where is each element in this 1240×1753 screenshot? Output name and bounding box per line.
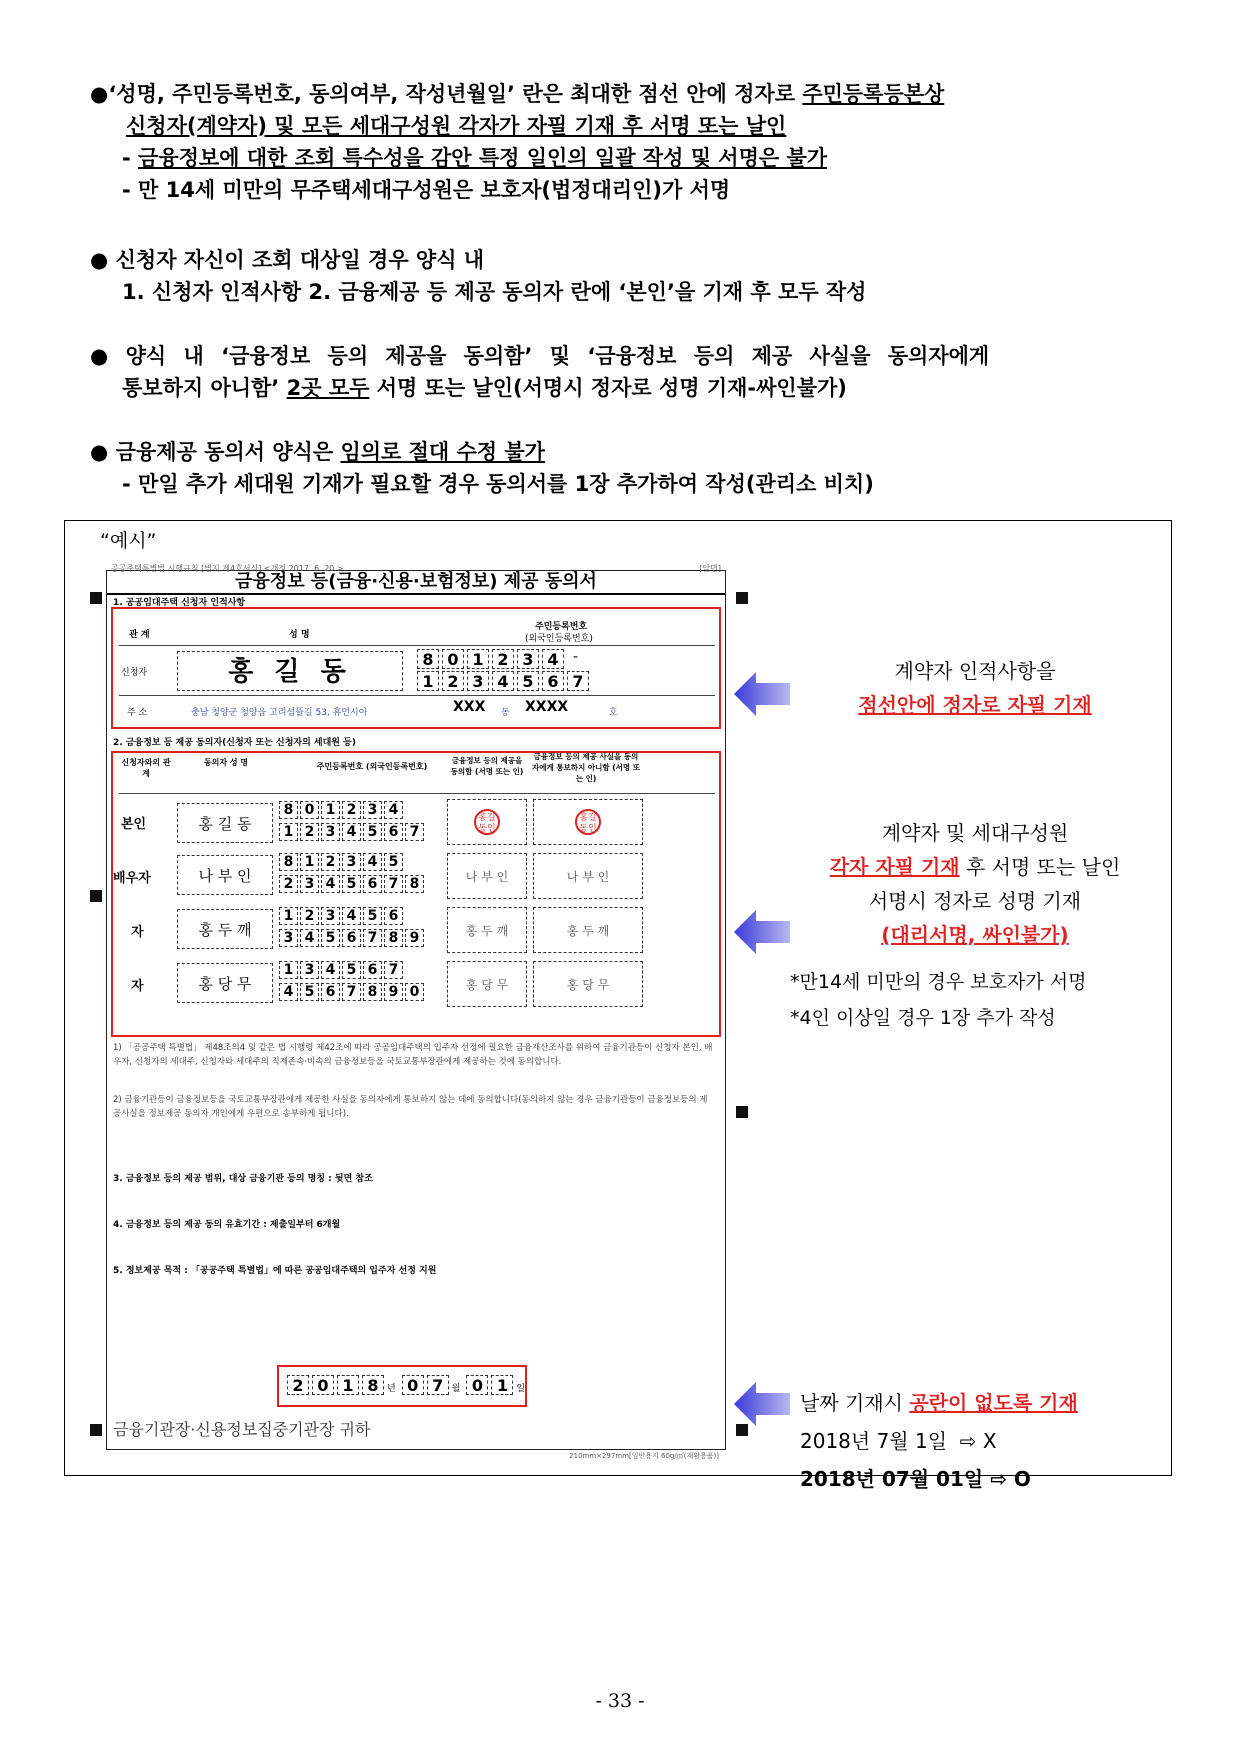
digit-cell: 9: [384, 983, 403, 1001]
digit-cell: 8: [362, 1375, 384, 1395]
annotation-text: 계약자 및 세대구성원: [881, 821, 1069, 845]
example-label: “예시”: [100, 530, 157, 552]
digit-cell: 7: [342, 983, 361, 1001]
annotation-text: 날짜 기재시: [800, 1391, 910, 1415]
seal-stamp-icon: 홍길 동인: [575, 809, 601, 835]
digit-cell: 6: [363, 875, 382, 893]
instruction-block-3: [90, 340, 1190, 404]
divider: [119, 645, 715, 646]
annotation-text: 계약자 인적사항을: [894, 659, 1056, 683]
section-5: 5. 정보제공 목적 : 「공공주택 특별법」에 따른 공공임대주택의 입주자 선정 지원: [113, 1266, 437, 1276]
digit-cell: 3: [342, 853, 361, 871]
digit-cell: 7: [567, 671, 589, 691]
consent-form: [106, 564, 726, 1460]
digit-cell: 3: [467, 671, 489, 691]
instruction-underline: 신청자(계약자) 및 모든 세대구성원 각자가 자필 기재 후 서명 또는 날인: [126, 114, 787, 138]
registration-mark: [90, 592, 102, 604]
digit-cell: 2: [287, 1375, 309, 1395]
page-number: - 33 -: [595, 1690, 645, 1712]
digit-cell: 6: [384, 907, 403, 925]
digit-cell: 1: [279, 907, 298, 925]
row-relation: 본인: [121, 817, 147, 832]
digit-cell: 7: [384, 961, 403, 979]
digit-cell: 2: [279, 875, 298, 893]
annotation-note: *만14세 미만의 경우 보호자가 서명: [790, 971, 1087, 993]
addr-ho-suffix: 호: [609, 708, 618, 718]
digit-cell: 2: [492, 649, 514, 669]
instruction-text: 양식 내 ‘금융정보 등의 제공을 동의함’ 및 ‘금융정보 등의 제공 사실을 동의자에게: [125, 344, 990, 368]
instruction-underline: 주민등록등본상: [802, 82, 945, 106]
digit-cell: 1: [417, 671, 439, 691]
divider: [119, 695, 715, 696]
digit-cell: 0: [402, 1375, 424, 1395]
s2-col-id: 주민등록번호 (외국인등록번호): [316, 762, 428, 771]
instruction-block-2: [90, 244, 1190, 308]
digit-cell: 8: [279, 801, 298, 819]
agree-signature-box: [447, 799, 527, 845]
annotation-applicant: [800, 654, 1150, 722]
digit-cell: 9: [405, 929, 424, 947]
digit-cell: 0: [405, 983, 424, 1001]
annotation-text: 서명시 정자로 성명 기재: [868, 889, 1082, 913]
digit-cell: 8: [363, 983, 382, 1001]
annotation-members: [780, 816, 1170, 952]
row-relation: 배우자: [113, 871, 151, 886]
form-title: 금융정보 등(금융·신용·보험정보) 제공 동의서: [107, 571, 725, 595]
instruction-block-1: [90, 78, 1190, 206]
digit-cell: 2: [342, 801, 361, 819]
digit-cell: 7: [363, 929, 382, 947]
digit-cell: 8: [384, 929, 403, 947]
applicant-id-front: [417, 649, 567, 669]
digit-cell: 3: [321, 907, 340, 925]
row-id-back: [279, 823, 426, 841]
row-id-back: [279, 983, 426, 1001]
digit-cell: 7: [384, 875, 403, 893]
digit-cell: 3: [300, 961, 319, 979]
digit-cell: 5: [517, 671, 539, 691]
instruction-block-4: [90, 436, 1190, 500]
instruction-text: 서명 또는 날인(서명시 정자로 성명 기재-싸인불가): [369, 376, 847, 400]
digit-cell: 7: [405, 823, 424, 841]
form-header-right: [앞면]: [699, 564, 721, 573]
digit-cell: 6: [363, 961, 382, 979]
notify-signature-box: 홍 두 깨: [533, 907, 643, 953]
instruction-text: -: [122, 146, 139, 170]
annotation-highlight: 공란이 없도록 기재: [909, 1391, 1078, 1415]
right-date-example: 2018년 07월 01일: [800, 1467, 984, 1491]
digit-cell: 5: [342, 875, 361, 893]
instruction-underline: 2곳 모두: [286, 376, 370, 400]
digit-cell: 4: [384, 801, 403, 819]
s1-col-id2: (외국인등록번호): [525, 634, 593, 644]
wrong-mark: ⇨ X: [959, 1429, 997, 1453]
section-4: 4. 금융정보 등의 제공 동의 유효기간 : 제출일부터 6개월: [113, 1220, 341, 1230]
annotation-notes: [790, 964, 1086, 1036]
section-2-heading: 2. 금융정보 등 제공 동의자(신청자 또는 신청자의 세대원 등): [113, 738, 356, 748]
digit-cell: 1: [300, 853, 319, 871]
digit-cell: 1: [491, 1375, 513, 1395]
digit-cell: 4: [321, 961, 340, 979]
s2-col-rel: 신청자와의 관 계: [121, 758, 171, 778]
digit-cell: 0: [442, 649, 464, 669]
digit-cell: 6: [542, 671, 564, 691]
digit-cell: 5: [363, 823, 382, 841]
s1-row-label: 신청자: [121, 668, 148, 678]
digit-cell: 5: [363, 907, 382, 925]
bullet-icon: ●: [90, 82, 109, 106]
digit-cell: 4: [363, 853, 382, 871]
arrow-left-icon: [734, 1382, 790, 1426]
row-name: 홍 두 깨: [177, 909, 273, 949]
agree-signature-box: 나 부 인: [447, 853, 527, 899]
note-2: 2) 금융기관등이 금융정보등을 국토교통부장관에게 제공한 사실을 동의자에게 통보하지 않는 데에 동의합니다(동의하지 않는 경우 금융기관등이 금융정보등의 제공사실을 정보제공 동의자 개인에게 우편으로 송부하게 됩니다).: [113, 1095, 708, 1119]
digit-cell: 4: [342, 907, 361, 925]
instruction-underline: 금융정보에 대한 조회 특수성을 감안 특정 일인의 일괄 작성 및 서명은 불가: [138, 146, 828, 170]
digit-cell: 8: [417, 649, 439, 669]
annotation-highlight: (대리서명, 싸인불가): [881, 923, 1069, 947]
digit-cell: 5: [321, 929, 340, 947]
digit-cell: 5: [384, 853, 403, 871]
digit-cell: 4: [279, 983, 298, 1001]
annotation-highlight: 점선안에 정자로 자필 기재: [858, 693, 1092, 717]
date-field: [287, 1375, 525, 1395]
row-id-front: [279, 801, 405, 819]
digit-cell: 4: [321, 875, 340, 893]
seal-stamp-icon: 홍길 동인: [474, 809, 500, 835]
s1-col-name: 성 명: [289, 630, 310, 640]
annotation-highlight: 각자 자필 기재: [829, 855, 960, 879]
notify-signature-box: 나 부 인: [533, 853, 643, 899]
digit-cell: 3: [363, 801, 382, 819]
form-header-left: 공공주택특별법 시행규칙 [별지 제4호서식] <개정 2017. 6. 20.>: [111, 564, 344, 573]
address: 충남 청양군 청양읍 고리섬뜰길 53, 휴먼시아: [191, 708, 368, 718]
divider: [119, 793, 715, 794]
s2-col-notify: 금융정보 등의 제공 사실을 동의자에게 통보하지 아니함 (서명 또는 인): [531, 752, 641, 783]
digit-cell: 2: [321, 853, 340, 871]
wrong-date-example: 2018년 7월 1일: [800, 1429, 948, 1453]
s2-col-agree: 금융정보 등의 제공을 동의함 (서명 또는 인): [450, 756, 524, 776]
digit-cell: 4: [542, 649, 564, 669]
digit-cell: 6: [342, 929, 361, 947]
addr-dong: XXX: [453, 699, 486, 715]
digit-cell: 3: [300, 875, 319, 893]
digit-cell: 4: [300, 929, 319, 947]
row-id-front: [279, 961, 405, 979]
id-dash: -: [573, 649, 579, 665]
digit-cell: 8: [279, 853, 298, 871]
annotation-note: *4인 이상일 경우 1장 추가 작성: [790, 1007, 1056, 1029]
day-suffix: 일: [516, 1384, 526, 1394]
digit-cell: 3: [279, 929, 298, 947]
digit-cell: 0: [466, 1375, 488, 1395]
digit-cell: 1: [467, 649, 489, 669]
s1-col-id: 주민등록번호: [535, 622, 588, 632]
digit-cell: 3: [321, 823, 340, 841]
year-suffix: 년: [387, 1384, 396, 1394]
applicant-id-back: [417, 671, 592, 691]
annotation-text: 후 서명 또는 날인: [959, 855, 1121, 879]
s2-col-name: 동의자 성 명: [203, 758, 249, 767]
addr-dong-suffix: 동: [501, 708, 510, 718]
s1-col-rel: 관 계: [129, 630, 150, 640]
digit-cell: 2: [442, 671, 464, 691]
registration-mark: [90, 1424, 102, 1436]
digit-cell: 8: [405, 875, 424, 893]
registration-mark: [90, 890, 102, 902]
row-id-front: [279, 853, 405, 871]
row-name: 홍 길 동: [177, 803, 273, 843]
digit-cell: 5: [342, 961, 361, 979]
row-id-back: [279, 875, 426, 893]
instruction-text: ‘성명, 주민등록번호, 동의여부, 작성년월일’ 란은 최대한 점선 안에 정자로: [108, 82, 803, 106]
instruction-underline: 임의로 절대 수정 불가: [340, 440, 545, 464]
row-name: 나 부 인: [177, 855, 273, 895]
digit-cell: 0: [312, 1375, 334, 1395]
row-id-front: [279, 907, 405, 925]
digit-cell: 2: [300, 907, 319, 925]
digit-cell: 7: [427, 1375, 449, 1395]
notify-signature-box: 홍 당 무: [533, 961, 643, 1007]
digit-cell: 1: [279, 961, 298, 979]
arrow-left-icon: [734, 672, 790, 716]
row-id-back: [279, 929, 426, 947]
digit-cell: 3: [517, 649, 539, 669]
digit-cell: 6: [384, 823, 403, 841]
digit-cell: 1: [279, 823, 298, 841]
instruction-text: 1. 신청자 인적사항 2. 금융제공 등 제공 동의자 란에 ‘본인’을 기재 후 모두 작성: [122, 280, 867, 304]
instruction-text: 통보하지 아니함’: [122, 376, 287, 400]
digit-cell: 1: [321, 801, 340, 819]
bullet-icon: ●: [90, 248, 109, 272]
addressee: 금융기관장·신용정보집중기관장 귀하: [113, 1420, 371, 1439]
digit-cell: 4: [492, 671, 514, 691]
instruction-text: 신청자 자신이 조회 대상일 경우 양식 내: [115, 248, 485, 272]
annotation-date: [800, 1384, 1078, 1498]
row-relation: 자: [131, 979, 144, 994]
form-footer: 210mm×297mm[일반용지 60g/㎡(재활용품)]: [569, 1452, 719, 1460]
right-mark: ⇨ O: [990, 1467, 1031, 1491]
registration-mark: [736, 592, 748, 604]
digit-cell: 2: [300, 823, 319, 841]
registration-mark: [736, 1106, 748, 1118]
addr-ho: XXXX: [525, 699, 569, 715]
digit-cell: 4: [342, 823, 361, 841]
agree-signature-box: 홍 두 깨: [447, 907, 527, 953]
digit-cell: 5: [300, 983, 319, 1001]
addr-label: 주 소: [127, 708, 148, 718]
month-suffix: 월: [451, 1384, 461, 1394]
instruction-text: 금융제공 동의서 양식은: [115, 440, 341, 464]
section-3: 3. 금융정보 등의 제공 범위, 대상 금융기관 등의 명칭 : 뒷면 참조: [113, 1174, 373, 1184]
applicant-name: 홍 길 동: [177, 651, 403, 691]
row-relation: 자: [131, 925, 144, 940]
bullet-icon: ●: [90, 344, 109, 368]
instruction-text: - 만일 추가 세대원 기재가 필요할 경우 동의서를 1장 추가하여 작성(관리소 비치): [122, 472, 874, 496]
digit-cell: 0: [300, 801, 319, 819]
bullet-icon: ●: [90, 440, 109, 464]
instruction-text: - 만 14세 미만의 무주택세대구성원은 보호자(법정대리인)가 서명: [122, 178, 731, 202]
note-1: 1) 「공공주택 특별법」 제48조의4 및 같은 법 시행령 제42조에 따라 공공임대주택의 입주자 선정에 필요한 금융재산조사를 위하여 금융기관등이 신청자 본인, 배우자, 신청자의 세대주, 신청자와 세대주의 직계존속·비속의 금융정보등을 국토교통부장관에게 제공하는 것에 동의합니다.: [113, 1043, 713, 1067]
row-name: 홍 당 무: [177, 963, 273, 1003]
digit-cell: 6: [321, 983, 340, 1001]
digit-cell: 1: [337, 1375, 359, 1395]
section-1-heading: 1. 공공임대주택 신청자 인적사항: [113, 598, 246, 608]
notify-signature-box: [533, 799, 643, 845]
agree-signature-box: 홍 당 무: [447, 961, 527, 1007]
